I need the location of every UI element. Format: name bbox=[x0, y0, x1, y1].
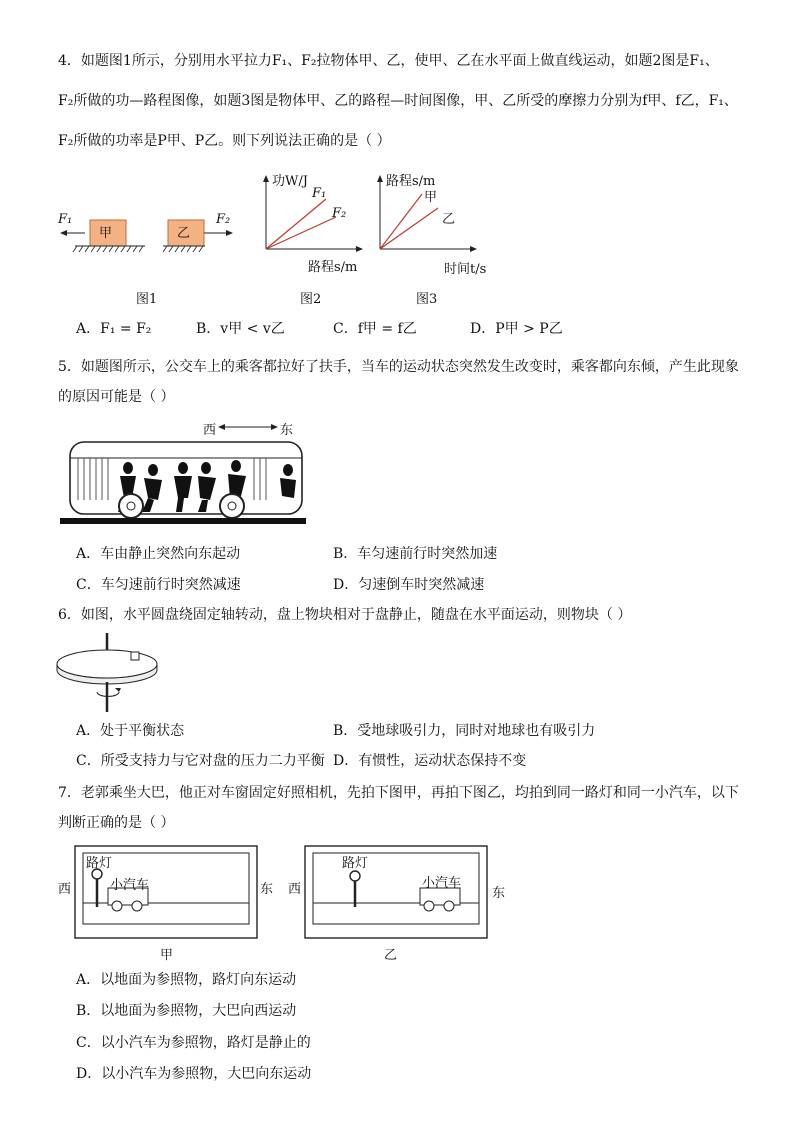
block-yi-label: 乙 bbox=[177, 226, 191, 241]
figure3-caption: 图3 bbox=[416, 292, 438, 307]
photo-yi-caption: 乙 bbox=[384, 948, 398, 963]
q4-text-line1: 4．如题图1所示，分别用水平拉力F₁、F₂拉物体甲、乙，使甲、乙在水平面上做直线运动，如题2图是F₁、 bbox=[58, 53, 719, 69]
q6-text-line1: 6．如图，水平圆盘绕固定轴转动，盘上物块相对于盘静止，随盘在水平面运动，则物块（ ） bbox=[58, 607, 632, 623]
q4-text-line2: F₂所做的功—路程图像，如题3图是物体甲、乙的路程—时间图像，甲、乙所受的摩擦力分别为f甲、f乙，F₁、 bbox=[58, 93, 738, 109]
figure2-caption: 图2 bbox=[300, 292, 322, 307]
bus-illustration bbox=[58, 418, 313, 528]
force-f1-label: F₁ bbox=[58, 212, 73, 227]
fig2-xlabel: 路程s/m bbox=[308, 260, 358, 275]
photo-yi-east-label: 东 bbox=[492, 886, 506, 901]
q4-option-b[interactable]: B．v甲 < v乙 bbox=[196, 321, 285, 337]
fig3-ylabel: 路程s/m bbox=[386, 174, 436, 189]
rotating-disc-illustration bbox=[55, 630, 160, 715]
q6-option-a[interactable]: A．处于平衡状态 bbox=[76, 723, 185, 739]
q4-text-line3: F₂所做的功率是P甲、P乙。则下列说法正确的是（ ） bbox=[58, 133, 391, 149]
photo-jia-east-label: 东 bbox=[260, 882, 274, 897]
q5-option-a[interactable]: A．车由静止突然向东起动 bbox=[76, 546, 241, 562]
fig2-ylabel: 功W/J bbox=[272, 174, 308, 189]
fig2-line-f2-label: F₂ bbox=[332, 206, 347, 221]
q4-option-a[interactable]: A．F₁ = F₂ bbox=[76, 321, 152, 337]
q7-option-d[interactable]: D．以小汽车为参照物，大巴向东运动 bbox=[76, 1066, 312, 1082]
figure1-caption: 图1 bbox=[136, 292, 158, 307]
force-f2-label: F₂ bbox=[216, 212, 231, 227]
q4-option-d[interactable]: D．P甲 > P乙 bbox=[470, 321, 563, 337]
q7-option-c[interactable]: C．以小汽车为参照物，路灯是静止的 bbox=[76, 1035, 311, 1051]
q5-option-c[interactable]: C．车匀速前行时突然减速 bbox=[76, 577, 241, 593]
fig3-line-yi-label: 乙 bbox=[442, 212, 456, 227]
direction-west-label: 西 bbox=[203, 423, 217, 438]
q6-option-b[interactable]: B．受地球吸引力，同时对地球也有吸引力 bbox=[333, 723, 596, 739]
q7-text-line1: 7．老郭乘坐大巴，他正对车窗固定好照相机，先拍下图甲，再拍下图乙，均拍到同一路灯和同一小汽车，以下 bbox=[58, 785, 739, 801]
photo-yi-lamp-label: 路灯 bbox=[342, 856, 369, 871]
q6-option-c[interactable]: C．所受支持力与它对盘的压力二力平衡 bbox=[76, 753, 325, 769]
q7-option-a[interactable]: A．以地面为参照物，路灯向东运动 bbox=[76, 972, 297, 988]
photo-jia-west-label: 西 bbox=[58, 882, 72, 897]
photo-yi-west-label: 西 bbox=[288, 882, 302, 897]
photo-jia-lamp-label: 路灯 bbox=[86, 856, 113, 871]
block-jia-label: 甲 bbox=[99, 226, 113, 241]
direction-east-label: 东 bbox=[280, 423, 294, 438]
fig2-line-f1-label: F₁ bbox=[312, 186, 327, 201]
fig3-line-jia-label: 甲 bbox=[424, 190, 438, 205]
q4-option-c[interactable]: C．f甲 = f乙 bbox=[333, 321, 417, 337]
fig3-xlabel: 时间t/s bbox=[444, 262, 487, 277]
q7-text-line2: 判断正确的是（ ） bbox=[58, 815, 175, 831]
q5-text-line2: 的原因可能是（ ） bbox=[58, 389, 175, 405]
photo-jia-car-label: 小汽车 bbox=[110, 878, 150, 893]
q6-option-d[interactable]: D．有惯性，运动状态保持不变 bbox=[333, 753, 527, 769]
photo-yi-car-label: 小汽车 bbox=[422, 876, 462, 891]
q5-text-line1: 5．如题图所示，公交车上的乘客都拉好了扶手，当车的运动状态突然发生改变时，乘客都向东倾，产生此现象 bbox=[58, 359, 739, 375]
q5-option-d[interactable]: D．匀速倒车时突然减速 bbox=[333, 577, 485, 593]
photo-yi-frame bbox=[304, 845, 488, 940]
q7-option-b[interactable]: B．以地面为参照物，大巴向西运动 bbox=[76, 1003, 297, 1019]
q5-option-b[interactable]: B．车匀速前行时突然加速 bbox=[333, 546, 498, 562]
photo-jia-caption: 甲 bbox=[160, 948, 174, 963]
q4-figure1 bbox=[55, 205, 240, 260]
